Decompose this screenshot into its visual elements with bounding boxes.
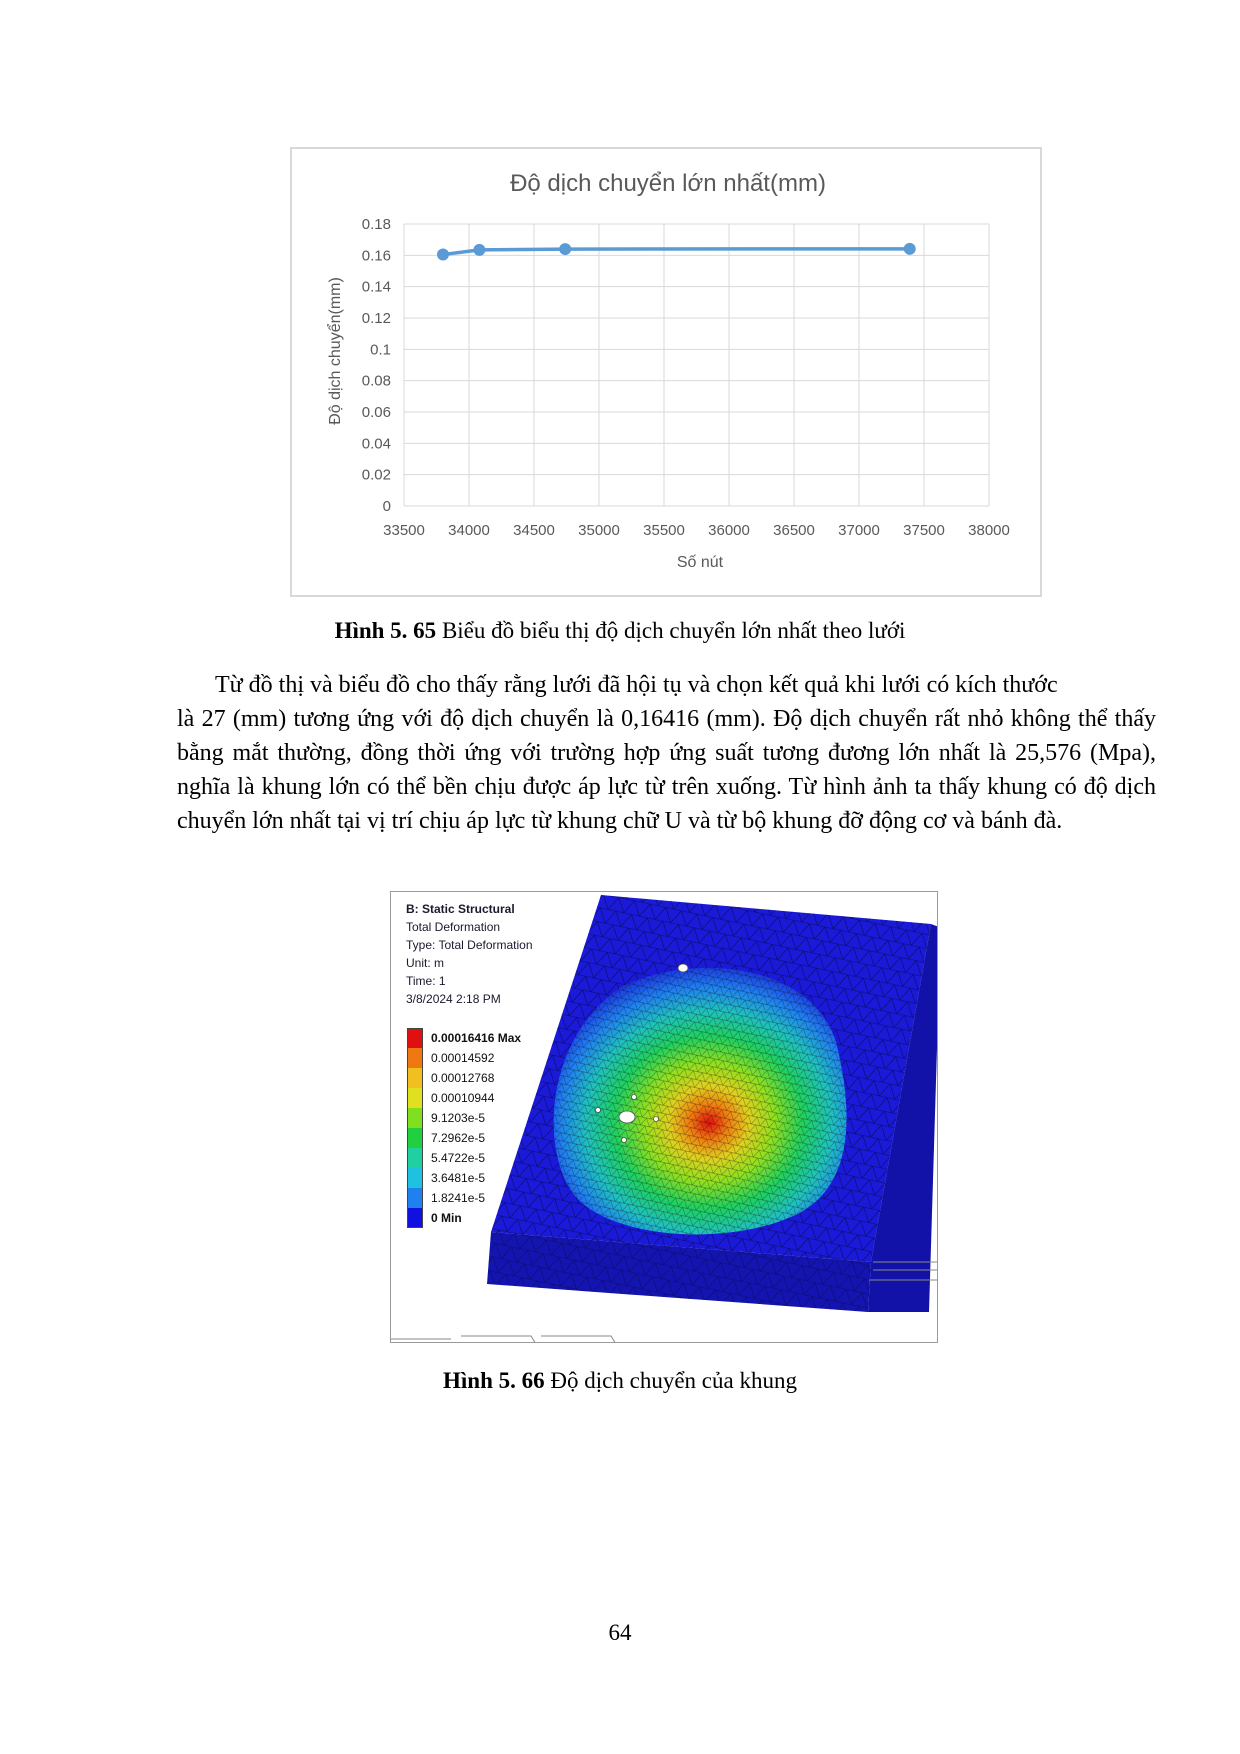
legend-swatch bbox=[407, 1148, 423, 1168]
legend-row bbox=[407, 1088, 521, 1108]
x-tick-label: 35500 bbox=[643, 522, 685, 539]
legend-row bbox=[407, 1168, 521, 1188]
figure-1-label: Hình 5. 65 bbox=[334, 618, 437, 643]
y-tick-label: 0.08 bbox=[361, 372, 391, 390]
legend-label: 0.00010944 bbox=[431, 1091, 495, 1105]
figure-2-text: Độ dịch chuyển của khung bbox=[544, 1368, 797, 1393]
fea-unit: Unit: m bbox=[406, 956, 445, 970]
legend-label: 0.00014592 bbox=[431, 1051, 495, 1065]
displacement-chart bbox=[290, 147, 1042, 597]
y-tick-label: 0.02 bbox=[361, 466, 391, 484]
legend-row bbox=[407, 1208, 521, 1228]
x-tick-label: 33500 bbox=[383, 522, 425, 539]
data-point bbox=[437, 249, 449, 261]
y-tick-label: 0.1 bbox=[370, 341, 391, 359]
legend-swatch bbox=[407, 1068, 423, 1088]
legend-label: 0 Min bbox=[431, 1211, 462, 1225]
legend-row bbox=[407, 1028, 521, 1048]
legend-swatch bbox=[407, 1128, 423, 1148]
fea-time: Time: 1 bbox=[406, 974, 446, 988]
x-tick-label: 36500 bbox=[773, 522, 815, 539]
legend-label: 9.1203e-5 bbox=[431, 1111, 486, 1125]
figure-1-caption bbox=[0, 618, 1240, 644]
legend-row bbox=[407, 1188, 521, 1208]
hole-center bbox=[619, 1111, 635, 1123]
y-tick-label: 0.12 bbox=[361, 310, 391, 327]
series-line bbox=[443, 249, 910, 255]
x-tick-label: 34500 bbox=[513, 522, 555, 539]
y-tick-label: 0 bbox=[382, 498, 391, 515]
fea-title: B: Static Structural bbox=[406, 902, 515, 916]
y-tick-label: 0.16 bbox=[361, 247, 391, 265]
legend-label: 3.6481e-5 bbox=[431, 1171, 486, 1185]
fea-result-type: Type: Total Deformation bbox=[406, 938, 533, 952]
hole-top bbox=[678, 964, 688, 972]
figure-2-caption bbox=[0, 1368, 1240, 1394]
legend-row bbox=[407, 1048, 521, 1068]
fea-info-panel bbox=[406, 900, 533, 1008]
fea-result-name: Total Deformation bbox=[406, 920, 501, 934]
x-tick-label: 34000 bbox=[448, 522, 490, 539]
y-tick-label: 0.06 bbox=[361, 404, 391, 421]
body-paragraph bbox=[177, 668, 1156, 838]
page-number: 64 bbox=[608, 1620, 632, 1645]
legend-label: 0.00016416 Max bbox=[431, 1031, 522, 1045]
x-tick-label: 37500 bbox=[903, 522, 945, 539]
legend-label: 5.4722e-5 bbox=[431, 1151, 486, 1165]
chart-title: Độ dịch chuyển lớn nhất(mm) bbox=[510, 170, 826, 197]
figure-1-text: Biểu đồ biểu thị độ dịch chuyển lớn nhất theo lưới bbox=[436, 618, 906, 643]
paragraph-rest: là 27 (mm) tương ứng với độ dịch chuyển là 0,16416 (mm). Độ dịch chuyển rất nhỏ không thể thấy bằng mắt thường, đồng thời ứng với trường hợp ứng suất tương đương lớn nhất là 25,576 (Mpa), nghĩa là khung lớn có thể bền chịu được áp lực từ trên xuống. Từ hình ảnh ta thấy khung có độ dịch chuyển lớn nhất tại vị trí chịu áp lực từ khung chữ U và từ bộ khung đỡ động cơ và bánh đà. bbox=[177, 706, 1156, 834]
legend-row bbox=[407, 1068, 521, 1088]
x-tick-label: 37000 bbox=[838, 522, 880, 539]
legend-swatch bbox=[407, 1188, 423, 1208]
legend-label: 7.2962e-5 bbox=[431, 1131, 486, 1145]
legend-label: 0.00012768 bbox=[431, 1071, 495, 1085]
y-tick-label: 0.18 bbox=[361, 216, 391, 233]
legend-swatch bbox=[407, 1048, 423, 1068]
chart-svg bbox=[292, 149, 1044, 599]
legend-label: 1.8241e-5 bbox=[431, 1191, 486, 1205]
legend-swatch bbox=[407, 1088, 423, 1108]
data-point bbox=[473, 244, 485, 256]
y-tick-label: 0.04 bbox=[361, 435, 391, 453]
legend-row bbox=[407, 1148, 521, 1168]
x-tick-label: 38000 bbox=[968, 522, 1010, 539]
fea-deformation-figure bbox=[390, 891, 938, 1343]
y-tick-label: 0.14 bbox=[361, 278, 391, 296]
fea-date: 3/8/2024 2:18 PM bbox=[406, 992, 501, 1006]
legend-swatch bbox=[407, 1028, 423, 1048]
data-point bbox=[904, 243, 916, 255]
legend-swatch bbox=[407, 1168, 423, 1188]
fea-color-legend bbox=[407, 1028, 521, 1228]
chart-ylabel: Độ dịch chuyển(mm) bbox=[327, 277, 344, 425]
paragraph-line-1: Từ đồ thị và biểu đồ cho thấy rằng lưới đã hội tụ và chọn kết quả khi lưới có kích thước bbox=[215, 672, 1058, 698]
legend-swatch bbox=[407, 1108, 423, 1128]
data-point bbox=[559, 243, 571, 255]
x-tick-label: 35000 bbox=[578, 522, 620, 539]
figure-2-label: Hình 5. 66 bbox=[443, 1368, 545, 1393]
legend-row bbox=[407, 1128, 521, 1148]
chart-xlabel: Số nút bbox=[676, 554, 724, 571]
legend-swatch bbox=[407, 1208, 423, 1228]
x-tick-label: 36000 bbox=[708, 522, 750, 539]
legend-row bbox=[407, 1108, 521, 1128]
